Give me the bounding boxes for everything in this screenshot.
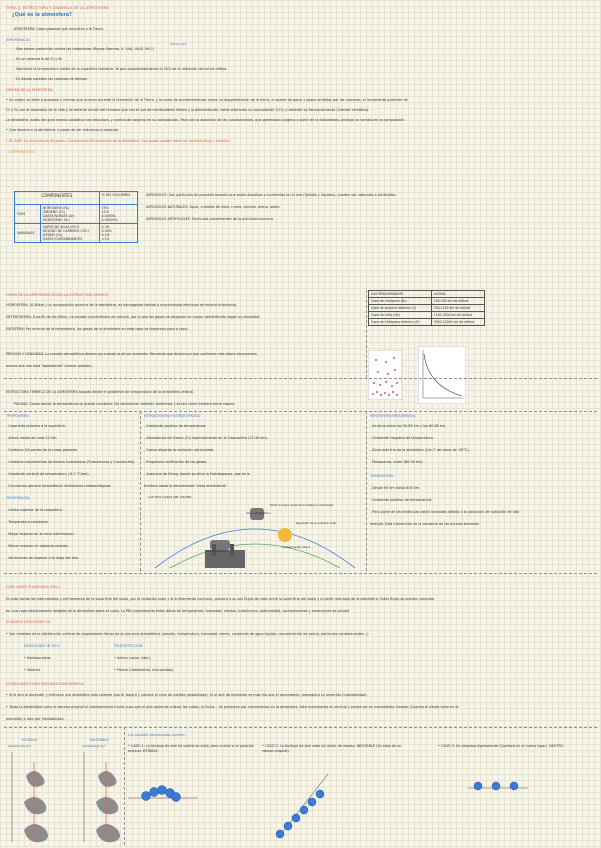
- capas-quim-line: HOMOSFERA: (0-80km.) La composición química de la atmósfera, es homogénea debido a movimientos efectivos de mezcla turbulenta.: [6, 303, 237, 307]
- mesosfera-item: - Se sitúa entre los 50-85 km y los 80-85 km.: [370, 424, 447, 428]
- table-cell: 0.00005%: [101, 218, 118, 222]
- troposfera-item: - Contiene 3/4 partes de la masa gaseosa.: [6, 448, 78, 452]
- divider: [4, 727, 597, 728]
- tropopausa-item: - Temperatura constante.: [6, 520, 49, 524]
- divider: [124, 727, 125, 845]
- table-header: % EN VOLUMEN: [99, 192, 137, 205]
- teledeteccion-item: • Activa (radar, lidar).: [114, 656, 152, 660]
- aerosol-line: AEROSOLES NATURALES: Agua, cristales de hielo, humo, cenizas, arena, polen.: [146, 205, 281, 209]
- ozone-label: Ozono troposférico: [206, 550, 229, 553]
- estratosfera-item: frontera hasta la denominada "altas atmósferas".: [144, 484, 229, 488]
- estabilidad-heading: ESTABILIDAD E INESTABILIDAD ATMOSFÉRICA:: [6, 682, 85, 686]
- stability-diagrams: [6, 752, 122, 844]
- gas-table-cell: 3500-10000 km de altitud: [431, 319, 484, 326]
- importancia-item: - Nos ofrece protección contra las radiaciones (Rayos Gamma, X, UVA, UV-B, UV-C): [14, 47, 155, 51]
- table-cell: HIDRÓGENO (H₂): [42, 218, 70, 222]
- estratosfera-item: - Ozono absorbe la radiación ultravioleta.: [144, 448, 215, 452]
- caso-3: • CASO 3: Se desplaza ligeramente (Quedará en el nuevo lugar). NEUTRO: [438, 744, 564, 748]
- troposfera-heading: TROPOSFERA:: [6, 414, 30, 418]
- sondeos-heading: SONDEOS ATMOSFÉRICOS:: [6, 620, 52, 624]
- termosfera-item: - Gradiente positivo de temperatura.: [370, 498, 433, 502]
- table-cell: OZONO (O₃): [42, 233, 63, 237]
- in-situ-item: • Aviones: [24, 668, 41, 672]
- ozone-label: Ozono estratosférico: [246, 512, 271, 515]
- pausas-line: PAUSAS: Zonas donde la temperatura se queda constante (Se denominan también isotermas y sirven como frontera entre capas).: [14, 402, 236, 406]
- termosfera-item: - Desde 90 km hasta 600 km.: [370, 486, 421, 490]
- troposfera-item: - Circulación general atmosférica: fenómenos meteorológicos.: [6, 484, 112, 488]
- parcel-diagrams: [128, 766, 598, 844]
- gas-table: [368, 290, 485, 326]
- variables-values: [99, 224, 137, 243]
- origen-line: O₂ y N₂ con el desarrollo de la vida y la reciente acción del humano que con el uso de combustibles fósiles y la deforestación, están alterando su composición (CO₂) y también su funcionamiento (Cambio climático).: [6, 108, 370, 112]
- definition: ATMÓSFERA: Capa gaseosa que envuelve a la Tierra.: [14, 27, 104, 31]
- troposfera-item: - Contiene movimientos de mezcla turbulentos (Turbulencias y Convección).: [6, 460, 136, 464]
- capas-quimicas-heading: CAPAS DE LA ATMÓSFERA SEGÚN LA ESTRUCTURA QUÍMICA:: [6, 293, 109, 297]
- gas-table-cell: Capa de hidrógeno atómico (H): [369, 319, 432, 326]
- tropopausa-item: - Límite superior de la troposfera.: [6, 508, 63, 512]
- tropopausa-item: - Menor espesor en regiones polares.: [6, 544, 69, 548]
- table-cell: 0-1%: [101, 233, 110, 237]
- divider: [4, 378, 597, 379]
- presion-line: PRESIÓN Y DENSIDAD: La presión atmosférica disminuye cuando la altura aumenta. Recuerda que disminuye que conforme más altura alcanzamos: [6, 352, 257, 356]
- termosfera-item: - Para parte de las moléculas están ionizadas debido a la absorción de radiación de alta: [370, 510, 520, 514]
- importancia-heading: IMPORTANCIA:: [6, 38, 31, 42]
- importancia-item: - Es donde suceden los cambios de tiempo.: [14, 77, 88, 81]
- components-table: [14, 191, 138, 243]
- ozone-label: Contaminante urbano: [282, 546, 311, 549]
- table-cell: GASES CONTAMINANTES: [42, 237, 83, 241]
- caso-2: • CASO 2: La burbuja de aire sube sin alejar de reposo. INESTABLE (Se aleja de su reposo original).: [262, 744, 402, 753]
- table-cell: DIÓXIDO DE CARBONO (CO₂): [42, 229, 89, 233]
- mesosfera-item: - Mesopausa, entre (80-90 km).: [370, 460, 424, 464]
- desplazados-heading: Los posibles desplazados quedan:: [128, 733, 186, 737]
- estabilidad-line: • Si el aire al ascender y enfriarse una atmósfera más caliente que él, bajará y volverá al nivel de partida (estabilidad). Si el aire de alrededor es más frío que el ascendente, proseguirá su recorrido (inestabilidad).: [6, 693, 368, 697]
- mesosfera-heading: MESOSFERA+MESOPAUSA:: [370, 414, 416, 418]
- caso-1: • CASO 1: La burbuja de aire ha subido se aleja, pero vuelve a su posición original. ESTABLE.: [128, 744, 255, 753]
- fijos-values: [99, 205, 137, 224]
- troposfera-item: - Gradiente vertical de temperatura (-6.5 °C/km).: [6, 472, 90, 476]
- tropopausa-item: - Mayor espesor en la zona intertropical.: [6, 532, 75, 536]
- gas-table-cell: Capa de helio (He): [369, 312, 432, 319]
- ozone-label: Regulador de la radiación solar: [296, 522, 337, 525]
- table-cell: 21%: [101, 210, 109, 214]
- estabilidad-line: montaña) o bien por inestabilidad.: [6, 717, 65, 721]
- table-header: COMPONENTES: [15, 192, 100, 205]
- teledeteccion-heading: TELEDETECCIÓN:: [114, 644, 144, 648]
- gas-table-cell: Capa de nitrógeno (N₂): [369, 298, 432, 305]
- inestable-caption: Gradiente bajo de T: [82, 745, 106, 748]
- divider: [4, 411, 597, 412]
- teledeteccion-item: • Pasiva (radiometría, microondas).: [114, 668, 175, 672]
- inestable-heading: INESTABLE:: [90, 738, 110, 742]
- estable-heading: ESTABLE:: [22, 738, 38, 742]
- mesosfera-item: - Zona más fría de la atmósfera (Con T de cerca de -90°C).: [370, 448, 470, 452]
- estratosfera-item: - Abundancia de Ozono (O₃) especialmente en la Ozonosfera (15-30 km).: [144, 436, 268, 440]
- divider: [4, 573, 597, 574]
- sondeos-line: • Son medidas de la distribución vertical de propiedades físicas de la columna atmosférica (presión, temperatura, humedad, viento, contenido de agua líquida, concentración de ozono, partículas contaminantes...).: [6, 632, 370, 636]
- air-density-illustration: [368, 350, 402, 400]
- estructura-termica-heading: ESTRUCTURA TÉRMICA DE LA ATMÓSFERA basada desde el gradiente de temperatura de la atmósfera vertical.: [6, 390, 195, 394]
- ultravioleta-note: Ultravioleta: [170, 42, 187, 46]
- in-situ-heading: MEDICIONES IN SITU:: [24, 644, 61, 648]
- importancia-item: - Mantiene la temperatura media de la superficie terrestre. Ya que aproximadamente el 30% de la radiación del sol se refleja.: [14, 67, 228, 71]
- termosfera-item: energía. Esta interacción es la causante de las auroras boreales.: [370, 522, 480, 526]
- aire-text: • EL AIRE: Es una mezcla de gases. Componente fundamental de la atmósfera. Sus gases pueden estar en continuo flujo y variable.: [6, 139, 231, 143]
- capas-quim-line: EXOSFERA: Por encima de la heterosfera, los gases de la atmósfera en esta capa se dispersan poco a poco.: [6, 327, 189, 331]
- origen-line: La atmósfera, antes del gran evento oxidativo era reductora, y carecía de oxígeno en su composición. Para con la aparición de las cianobacterias, que generaban oxígeno a partir de la fotosíntesis, produjo un cambio en la composición: [6, 118, 405, 122]
- ozone-label: Filtrar la mayor parte de la radiación ultravioleta: [270, 504, 334, 507]
- gas-table-header: GAS PREDOMINANTE: [369, 291, 432, 298]
- componentes-heading: COMPONENTES:: [8, 150, 36, 154]
- table-cell: 78%: [101, 206, 109, 210]
- importancia-item: - Es un reservorio de O₂ y N₂: [14, 57, 63, 61]
- table-cell: 0.0093%: [101, 214, 116, 218]
- pressure-curve-graph: [418, 346, 466, 404]
- table-cell: OXÍGENO (O₂): [42, 210, 65, 214]
- capas-quim-line: HETEROSFERA: A partir de los 80km, no existen movimientos de mezcla, por lo que los gases se disponen en capas, estratificado según su densidad.: [6, 315, 260, 319]
- in-situ-item: • Radiosondeos: [24, 656, 51, 660]
- mesosfera-item: - Gradiente negativo de temperatura.: [370, 436, 434, 440]
- table-cell: 0-3%: [101, 225, 110, 229]
- divider: [140, 411, 141, 571]
- table-cell: GASES NOBLES (Ar): [42, 214, 75, 218]
- tropopausa-heading: TROPOPAUSA:: [6, 496, 31, 500]
- aerosol-line: AEROSOLES ARTIFICIALES: Partículas provenientes de la actividad humana.: [146, 217, 274, 221]
- fijos-label: FIJOS: [15, 205, 41, 224]
- estabilidad-line: • Tanto la estabilidad como al terreno original el calentamiento inicial pues que el aire asciende a favor las nubes, la lluvia... Se producen por movimientos en la atmósfera, esto movimiento es vertical y puede ser en movimiento forzado (Cuando el viento tiene en la: [6, 705, 459, 709]
- estratosfera-item: - Gradiente positivo de temperatura.: [144, 424, 207, 428]
- estratosfera-item: - Progresiva rarificación de los gases.: [144, 460, 208, 464]
- troposfera-item: - Capa más próxima a la superficie.: [6, 424, 67, 428]
- table-cell: 0.04%: [101, 229, 112, 233]
- variables-label: VARIABLES: [15, 224, 41, 243]
- gas-table-header: ALTURA: [431, 291, 484, 298]
- fijos-cell: [40, 205, 99, 224]
- estratosfera-item: - Ausencia de Smog, donde se sitúa la Estratopausa, que es la: [144, 472, 250, 476]
- ozone-diagram: [150, 500, 360, 570]
- divider: [366, 411, 367, 571]
- variables-cell: [40, 224, 99, 243]
- ozone-diagram-caption: LAS DOS CARAS DEL OZONO: [148, 495, 192, 499]
- question-heading: ¿Qué es la atmósfera?: [12, 13, 72, 18]
- sun-icon: [278, 528, 292, 542]
- page-title: TEMA 3. ESTRUCTURA Y DINÁMICA DE LA ATMÓSFERA: [6, 5, 109, 10]
- termosfera-heading: TERMOSFERA:: [370, 474, 395, 478]
- capa-limite-line: Es esta donde las intercambios y enfriamiento de la superficie del suelo, por la radiación solar y el enfriamiento nocturno, provoca a su vez flujos de calor entre la superficie del suelo y la parte más baja de la atmósfera. Estos flujos se pueden controlar: [6, 597, 435, 601]
- table-cell: NITRÓGENO (N₂): [42, 206, 70, 210]
- origen-heading: ORIGEN DE LA ATMÓSFERA:: [6, 88, 54, 92]
- divider: [366, 290, 367, 378]
- estratosfera-heading: ESTRATOSFERA+ESTRATOPAUSA:: [144, 414, 201, 418]
- capa-limite-line: en una capa relativamente delgada de la atmósfera sobre el suelo. La PBL experimenta estos datos de temperatura, humedad, vientos, turbulencia, profundidad, contaminantes y variaciones de caudal.: [6, 609, 350, 613]
- tropopausa-item: - Variaciones de espesor a lo largo del año.: [6, 556, 80, 560]
- aerosol-line: AEROSOLES: Son partículas de pequeño tamaño que están disueltas o contenidas en el aire (Sólidas y líquidas), pueden ser naturales o artificiales.: [146, 193, 397, 197]
- gas-table-cell: 100-200 km de altitud: [431, 298, 484, 305]
- origen-line: • Su origen se debe a procesos y hechos que ocurren durante la formación de la Tierra, y la suma de acontecimientos como: la desgasificación de la tierra, el aporte de polvo y gases emitidos por los volcanes, el incremento posterior de: [6, 98, 408, 102]
- capa-limite-heading: CAPA LÍMITE PLANETARIA (PBL):: [6, 585, 60, 589]
- gas-table-cell: 200-1100 km de altitud: [431, 305, 484, 312]
- gas-table-cell: Capa de oxígeno atómico (O): [369, 305, 432, 312]
- troposfera-item: - Altura media de unos 12 km.: [6, 436, 58, 440]
- table-cell: VAPOR DE AGUA (H₂O): [42, 225, 79, 229]
- presion-line: menos aire nos está "aplastando" (menor presión).: [6, 364, 93, 368]
- estable-caption: Gradiente alto de T: [8, 745, 32, 748]
- gas-table-cell: 1100-3500 km de altitud: [431, 312, 484, 319]
- table-cell: <1%: [101, 237, 110, 241]
- aire-line: [6, 139, 231, 144]
- origen-line: • Que llevaría a la atmósfera, a pasar de ser reductora a oxidante.: [6, 128, 120, 132]
